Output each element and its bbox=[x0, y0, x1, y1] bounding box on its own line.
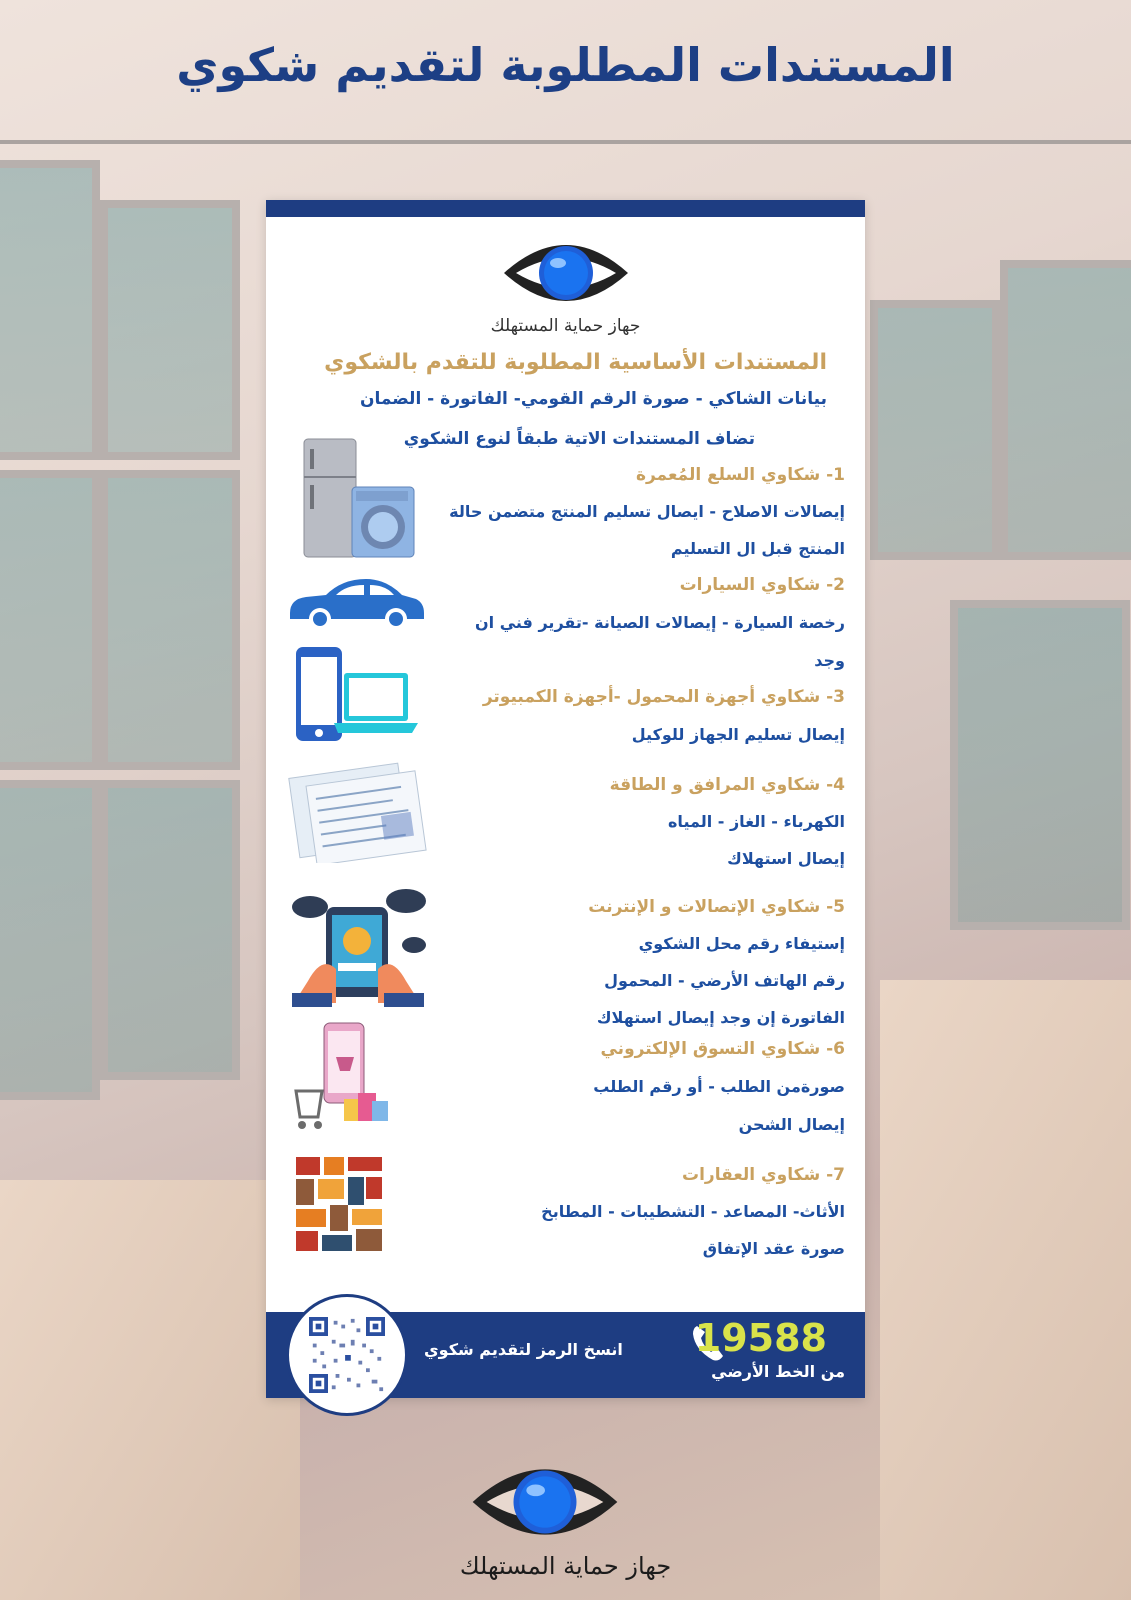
qr-caption: انسخ الرمز لتقديم شكوي bbox=[424, 1340, 623, 1359]
section-1-line: المنتج قبل ال التسليم bbox=[670, 539, 845, 558]
appliances-icon bbox=[296, 435, 416, 563]
hotline-number[interactable]: 19588 bbox=[694, 1316, 827, 1360]
section-5-title: 5- شكاوي الإتصالات و الإنترنت bbox=[588, 897, 845, 917]
section-2-line: رخصة السيارة - إيصالات الصيانة -تقرير فني ان bbox=[475, 613, 845, 632]
section-5-line: إستيفاء رقم محل الشكوي bbox=[638, 934, 845, 953]
section-7-title: 7- شكاوي العقارات bbox=[682, 1165, 845, 1185]
qr-code-icon bbox=[309, 1317, 385, 1393]
section-4-line: إيصال استهلاك bbox=[727, 849, 845, 868]
ecommerce-icon bbox=[292, 1021, 392, 1133]
section-6-line: إيصال الشحن bbox=[738, 1115, 845, 1134]
section-5-line: رقم الهاتف الأرضي - المحمول bbox=[604, 971, 845, 990]
extra-docs-intro: تضاف المستندات الاتية طبقاً لنوع الشكوي bbox=[403, 429, 755, 449]
section-7-line: الأثاث- المصاعد - التشطيبات - المطابخ bbox=[541, 1202, 845, 1221]
section-1-title: 1- شكاوي السلع المُعمرة bbox=[635, 465, 845, 485]
section-4-title: 4- شكاوي المرافق و الطاقة bbox=[609, 775, 845, 795]
section-3-line: إيصال تسليم الجهاز للوكيل bbox=[631, 725, 845, 744]
section-2-title: 2- شكاوي السيارات bbox=[679, 575, 845, 595]
consumer-protection-logo-icon bbox=[502, 237, 630, 309]
contact-band bbox=[266, 1312, 865, 1398]
section-5-line: الفاتورة إن وجد إيصال استهلاك bbox=[596, 1008, 845, 1027]
section-4-line: الكهرباء - الغاز - المياه bbox=[667, 812, 845, 831]
documents-card bbox=[266, 200, 865, 1398]
devices-icon bbox=[294, 645, 420, 743]
basic-docs: بيانات الشاكي - صورة الرقم القومي- الفاتورة - الضمان bbox=[360, 389, 827, 409]
footer-logo-icon bbox=[470, 1460, 620, 1544]
hotline-subtitle: من الخط الأرضي bbox=[711, 1362, 845, 1381]
section-7-line: صورة عقد الإتفاق bbox=[702, 1239, 845, 1258]
furniture-icon bbox=[294, 1155, 386, 1255]
section-1-line: إيصالات الاصلاح - ايصال تسليم المنتج متضمن حالة bbox=[449, 502, 845, 521]
section-6-title: 6- شكاوي التسوق الإلكتروني bbox=[600, 1039, 845, 1059]
card-heading: المستندات الأساسية المطلوبة للتقدم بالشكوي bbox=[324, 350, 827, 375]
mobile-internet-icon bbox=[288, 885, 428, 1007]
card-org-name: جهاز حماية المستهلك bbox=[490, 316, 641, 336]
page-title: المستندات المطلوبة لتقديم شكوي bbox=[176, 38, 955, 92]
section-6-line: صورةمن الطلب - أو رقم الطلب bbox=[593, 1077, 845, 1096]
bills-icon bbox=[284, 759, 434, 863]
car-icon bbox=[286, 575, 426, 631]
section-2-line: وجد bbox=[814, 651, 845, 670]
footer-org-name: جهاز حماية المستهلك bbox=[459, 1552, 672, 1580]
section-3-title: 3- شكاوي أجهزة المحمول -أجهزة الكمبيوتر bbox=[482, 687, 845, 707]
qr-code[interactable] bbox=[286, 1294, 408, 1416]
